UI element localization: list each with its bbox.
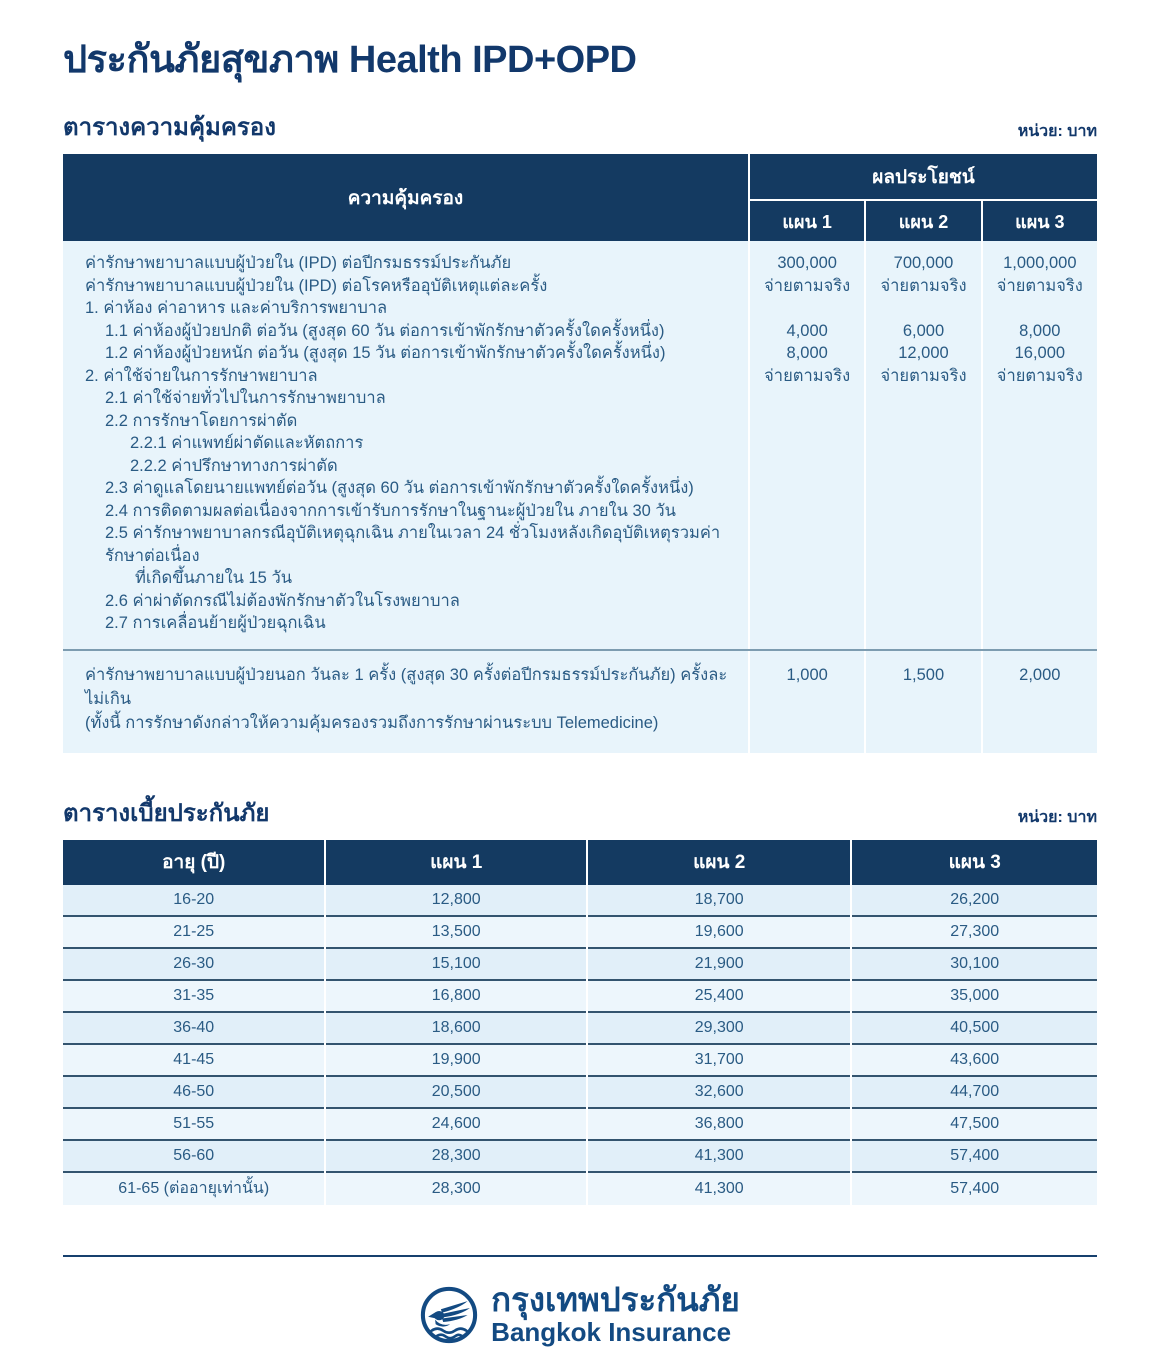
coverage-row-text: 2.2.1 ค่าแพทย์ผ่าตัดและหัตถการ (130, 434, 364, 452)
coverage-plan2-value: 6,000 (866, 320, 980, 343)
premium-age-cell: 61-65 (ต่ออายุเท่านั้น) (63, 1173, 324, 1205)
coverage-column-header: ความคุ้มครอง (63, 154, 748, 241)
coverage-plan3-value (983, 387, 1097, 410)
coverage-plan1-value: 4,000 (750, 320, 864, 343)
opd-row (63, 649, 1097, 753)
premium-plan1-cell: 13,500 (326, 917, 585, 949)
coverage-section-head (63, 107, 1097, 146)
coverage-plan2-value: 700,000 (866, 252, 980, 275)
premium-age-cell: 36-40 (63, 1013, 324, 1045)
premium-plan2-cell: 19,600 (588, 917, 850, 949)
coverage-plan1-value (750, 297, 864, 320)
coverage-table-header (63, 154, 1097, 241)
coverage-body-spacer (866, 241, 980, 252)
coverage-row-label (63, 410, 748, 433)
coverage-row-text: 1. ค่าห้อง ค่าอาหาร และค่าบริการพยาบาล (85, 299, 388, 317)
coverage-row-text: ค่ารักษาพยาบาลแบบผู้ป่วยใน (IPD) ต่อโรคหรืออุบัติเหตุแต่ละครั้ง (85, 276, 548, 295)
coverage-row-label (63, 275, 748, 298)
coverage-plan2-value (866, 455, 980, 478)
premium-plan2-cell: 25,400 (588, 981, 850, 1013)
premium-table-header (63, 840, 1097, 885)
opd-plan1-value: 1,000 (750, 651, 864, 753)
coverage-body-spacer (63, 635, 748, 649)
premium-age-cell: 16-20 (63, 885, 324, 917)
premium-plan3-cell: 43,600 (852, 1045, 1097, 1077)
page-title: ประกันภัยสุขภาพ Health IPD+OPD (63, 39, 637, 81)
coverage-body-spacer (983, 635, 1097, 649)
coverage-plan1-value (750, 477, 864, 500)
coverage-row-label (63, 455, 748, 478)
coverage-row-text: 2.6 ค่าผ่าตัดกรณีไม่ต้องพักรักษาตัวในโรงพยาบาล (105, 591, 460, 610)
coverage-row-label (63, 252, 748, 275)
premium-table (63, 840, 1097, 1205)
premium-age-cell: 56-60 (63, 1141, 324, 1173)
coverage-plan2-value: 12,000 (866, 342, 980, 365)
coverage-row-label (63, 297, 748, 320)
coverage-plan3-value: จ่ายตามจริง (983, 365, 1097, 388)
coverage-plan1-value (750, 410, 864, 433)
coverage-row-text: 1.1 ค่าห้องผู้ป่วยปกติ ต่อวัน (สูงสุด 60 วัน ต่อการเข้าพักรักษาตัวครั้งใดครั้งหนึ่ง) (105, 321, 665, 340)
premium-plan3-cell: 30,100 (852, 949, 1097, 981)
coverage-plan1-value (750, 612, 864, 635)
coverage-row-text: 1.2 ค่าห้องผู้ป่วยหนัก ต่อวัน (สูงสุด 15 วัน ต่อการเข้าพักรักษาตัวครั้งใดครั้งหนึ่ง) (105, 344, 666, 362)
coverage-plan1-value: จ่ายตามจริง (750, 275, 864, 298)
coverage-body-spacer (750, 635, 864, 649)
coverage-row-text: 2. ค่าใช้จ่ายในการรักษาพยาบาล (85, 366, 318, 385)
company-logo (63, 1280, 1097, 1347)
coverage-plan1-value (750, 455, 864, 478)
opd-plan3-value: 2,000 (983, 651, 1097, 753)
premium-table-title: ตารางเบี้ยประกันภัย (63, 799, 270, 827)
premium-plan1-cell: 24,600 (326, 1109, 585, 1141)
coverage-plan2-value (866, 590, 980, 613)
coverage-plan3-value (983, 612, 1097, 635)
logo-en-text: Bangkok Insurance (491, 1316, 732, 1347)
premium-plan2-cell: 21,900 (588, 949, 850, 981)
premium-table-body (63, 885, 1097, 1205)
coverage-plan2-value (866, 522, 980, 590)
premium-age-cell: 31-35 (63, 981, 324, 1013)
coverage-body-spacer (750, 241, 864, 252)
coverage-row-label (63, 477, 748, 500)
coverage-plan1-value (750, 387, 864, 410)
opd-plan2-value: 1,500 (866, 651, 980, 753)
premium-plan2-cell: 31,700 (588, 1045, 850, 1077)
footer-divider (63, 1255, 1097, 1257)
premium-plan1-cell: 28,300 (326, 1141, 585, 1173)
coverage-plan3-value (983, 477, 1097, 500)
coverage-body-spacer (63, 241, 748, 252)
coverage-plan1-value (750, 590, 864, 613)
coverage-row-text: 2.5 ค่ารักษาพยาบาลกรณีอุบัติเหตุฉุกเฉิน ภายในเวลา 24 ชั่วโมงหลังเกิดอุบัติเหตุรวมค่ารักษาต่อเนื่อง (105, 524, 721, 565)
coverage-plan2-value (866, 432, 980, 455)
premium-plan1-cell: 18,600 (326, 1013, 585, 1045)
coverage-plan3-value (983, 297, 1097, 320)
coverage-row-label (63, 522, 748, 590)
coverage-row-text: 2.3 ค่าดูแลโดยนายแพทย์ต่อวัน (สูงสุด 60 วัน ต่อการเข้าพักรักษาตัวครั้งใดครั้งหนึ่ง) (105, 479, 694, 497)
premium-plan2-cell: 29,300 (588, 1013, 850, 1045)
coverage-plan3-value: จ่ายตามจริง (983, 275, 1097, 298)
coverage-row-text: 2.4 การติดตามผลต่อเนื่องจากการเข้ารับการรักษาในฐานะผู้ป่วยใน ภายใน 30 วัน (105, 501, 676, 520)
premium-plan1-cell: 16,800 (326, 981, 585, 1013)
coverage-plan1-value (750, 522, 864, 590)
premium-plan1-cell: 20,500 (326, 1077, 585, 1109)
coverage-plan2-value (866, 612, 980, 635)
dove-in-circle-icon (420, 1286, 478, 1344)
coverage-plan2-value (866, 410, 980, 433)
plan2-premium-header: แผน 2 (588, 840, 850, 885)
coverage-row-label (63, 612, 748, 635)
coverage-plan2-value (866, 297, 980, 320)
plan2-column-header: แผน 2 (866, 201, 980, 241)
premium-plan1-cell: 12,800 (326, 885, 585, 917)
premium-plan3-cell: 35,000 (852, 981, 1097, 1013)
logo-thai-text: กรุงเทพประกันภัย (491, 1280, 740, 1318)
insurance-brochure-page (0, 28, 1158, 1347)
premium-plan1-cell: 19,900 (326, 1045, 585, 1077)
opd-row-line1: ค่ารักษาพยาบาลแบบผู้ป่วยนอก วันละ 1 ครั้ง (สูงสุด 30 ครั้งต่อปีกรมธรรม์ประกันภัย) ครั้งละไม่เกิน (85, 665, 728, 708)
premium-age-cell: 26-30 (63, 949, 324, 981)
coverage-plan1-value: 300,000 (750, 252, 864, 275)
company-logo-text (491, 1280, 740, 1347)
coverage-row-text: 2.2 การรักษาโดยการผ่าตัด (105, 411, 298, 430)
opd-row-line2: (ทั้งนี้ การรักษาดังกล่าวให้ความคุ้มครองรวมถึงการรักษาผ่านระบบ Telemedicine) (85, 713, 659, 732)
coverage-row-label (63, 342, 748, 365)
coverage-table-title: ตารางความคุ้มครอง (63, 114, 276, 141)
coverage-plan3-value (983, 432, 1097, 455)
plan1-premium-header: แผน 1 (326, 840, 585, 885)
plan1-column-header: แผน 1 (750, 201, 864, 241)
premium-plan2-cell: 32,600 (588, 1077, 850, 1109)
coverage-table-body (63, 241, 1097, 649)
premium-plan1-cell: 15,100 (326, 949, 585, 981)
age-column-header: อายุ (ปี) (63, 840, 324, 885)
coverage-plan3-value (983, 500, 1097, 523)
premium-age-cell: 46-50 (63, 1077, 324, 1109)
coverage-row-text: 2.1 ค่าใช้จ่ายทั่วไปในการรักษาพยาบาล (105, 389, 386, 407)
plan3-premium-header: แผน 3 (852, 840, 1097, 885)
coverage-row-text: 2.7 การเคลื่อนย้ายผู้ป่วยฉุกเฉิน (105, 614, 326, 632)
premium-plan2-cell: 36,800 (588, 1109, 850, 1141)
premium-plan3-cell: 47,500 (852, 1109, 1097, 1141)
premium-plan3-cell: 26,200 (852, 885, 1097, 917)
coverage-plan3-value (983, 522, 1097, 590)
premium-age-cell: 51-55 (63, 1109, 324, 1141)
coverage-plan3-value: 16,000 (983, 342, 1097, 365)
premium-plan3-cell: 57,400 (852, 1141, 1097, 1173)
premium-plan3-cell: 40,500 (852, 1013, 1097, 1045)
coverage-plan1-value (750, 432, 864, 455)
premium-age-cell: 21-25 (63, 917, 324, 949)
coverage-row-label (63, 500, 748, 523)
coverage-plan2-value (866, 477, 980, 500)
coverage-plan3-value: 1,000,000 (983, 252, 1097, 275)
coverage-row-label (63, 365, 748, 388)
coverage-row-label (63, 387, 748, 410)
unit-label-premium: หน่วย: บาท (1017, 808, 1097, 826)
coverage-plan2-value (866, 500, 980, 523)
coverage-plan2-value (866, 387, 980, 410)
coverage-row-text: 2.2.2 ค่าปรึกษาทางการผ่าตัด (130, 456, 338, 475)
coverage-row-label (63, 320, 748, 343)
premium-plan3-cell: 57,400 (852, 1173, 1097, 1205)
premium-section-head (63, 793, 1097, 832)
premium-plan3-cell: 27,300 (852, 917, 1097, 949)
coverage-row-label (63, 432, 748, 455)
coverage-row-text-cont: ที่เกิดขึ้นภายใน 15 วัน (135, 569, 292, 587)
coverage-plan2-value: จ่ายตามจริง (866, 275, 980, 298)
coverage-row-label (63, 590, 748, 613)
coverage-body-spacer (866, 635, 980, 649)
premium-plan2-cell: 18,700 (588, 885, 850, 917)
coverage-body-spacer (983, 241, 1097, 252)
coverage-plan1-value: จ่ายตามจริง (750, 365, 864, 388)
coverage-plan3-value (983, 590, 1097, 613)
premium-plan2-cell: 41,300 (588, 1141, 850, 1173)
premium-plan3-cell: 44,700 (852, 1077, 1097, 1109)
coverage-plan1-value (750, 500, 864, 523)
premium-plan1-cell: 28,300 (326, 1173, 585, 1205)
coverage-plan3-value (983, 455, 1097, 478)
premium-age-cell: 41-45 (63, 1045, 324, 1077)
unit-label-coverage: หน่วย: บาท (1017, 123, 1097, 140)
coverage-plan1-value: 8,000 (750, 342, 864, 365)
benefits-column-header: ผลประโยชน์ (750, 154, 1097, 199)
premium-plan2-cell: 41,300 (588, 1173, 850, 1205)
opd-row-label (63, 651, 748, 753)
coverage-plan3-value (983, 410, 1097, 433)
coverage-plan3-value: 8,000 (983, 320, 1097, 343)
coverage-table (63, 154, 1097, 753)
coverage-row-text: ค่ารักษาพยาบาลแบบผู้ป่วยใน (IPD) ต่อปีกรมธรรม์ประกันภัย (85, 254, 512, 272)
plan3-column-header: แผน 3 (983, 201, 1097, 241)
coverage-plan2-value: จ่ายตามจริง (866, 365, 980, 388)
